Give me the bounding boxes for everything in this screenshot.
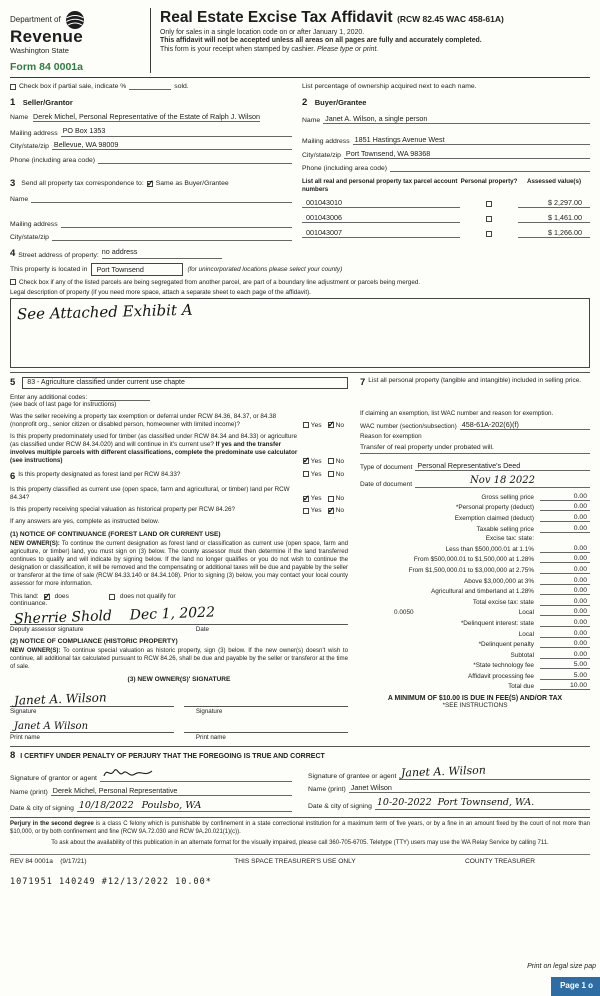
tax-row xyxy=(360,535,590,542)
tax-row-value[interactable]: 0.00 xyxy=(540,577,590,585)
parcel-number[interactable]: 001043006 xyxy=(302,213,460,223)
located-in-input[interactable]: Port Townsend xyxy=(91,263,183,276)
located-in-note: (for unincorporated locations please select your county) xyxy=(187,265,343,273)
signature-label: Signature xyxy=(195,708,223,716)
certify-heading: I CERTIFY UNDER PENALTY OF PERJURY THAT THE FOREGOING IS TRUE AND CORRECT xyxy=(20,753,325,761)
tax-row xyxy=(360,525,590,533)
tax-row-value[interactable]: 0.00 xyxy=(540,503,590,511)
owner-signature: Janet A. Wilson xyxy=(13,690,107,709)
personal-property-checkbox[interactable] xyxy=(486,231,492,237)
additional-codes-input[interactable] xyxy=(90,393,150,401)
grantee-name-label: Name (print) xyxy=(308,786,346,794)
grantee-date-label: Date & city of signing xyxy=(308,802,372,810)
owner-signature-lines xyxy=(10,690,348,709)
yes-label: Yes xyxy=(310,470,322,478)
see-instructions-note: *SEE INSTRUCTIONS xyxy=(442,702,508,710)
timber-no-checkbox[interactable] xyxy=(328,458,334,464)
compliance-body: To continue special valuation as historic property, sign (3) below. If the new owner(s) doesn't wish to continue, all additional tax calculated pursuant to RCW 84.26, shall be due and payable by the seller or transferor at the time of sale. xyxy=(10,647,349,671)
grantee-date-input[interactable] xyxy=(375,798,590,810)
forest-question: Is this property designated as forest land per RCW 84.33? xyxy=(18,470,181,478)
grantee-date-value: 10-20-2022 xyxy=(376,796,432,808)
buyer-phone-input[interactable] xyxy=(390,163,590,172)
correspondence-name-row xyxy=(10,194,292,203)
parcel-number[interactable]: 001043010 xyxy=(302,198,460,208)
buyer-name-row xyxy=(302,115,590,124)
parcel-table xyxy=(302,178,590,241)
personal-property-checkbox[interactable] xyxy=(486,201,492,207)
buyer-phone-row xyxy=(302,163,590,172)
seller-mailing-input[interactable]: PO Box 1353 xyxy=(61,127,292,136)
print-name-label: Print name xyxy=(10,734,40,742)
tax-row-value[interactable]: 0.00 xyxy=(540,640,590,648)
seller-phone-label: Phone (including area code) xyxy=(10,156,96,164)
same-as-buyer-label: Same as Buyer/Grantee xyxy=(155,180,229,188)
parcel-number[interactable]: 001043007 xyxy=(302,228,460,238)
legal-description-label: Legal description of property (if you need more space, attach a separate sheet to each page of the affidavit). xyxy=(10,288,311,296)
timber-question-row xyxy=(10,433,348,465)
agency-name: Revenue xyxy=(10,27,83,46)
tax-row-local-rate xyxy=(360,608,590,616)
title-block xyxy=(150,8,590,73)
owner-print-lines xyxy=(10,719,348,733)
grantor-certify-column xyxy=(10,761,292,812)
tax-column xyxy=(360,377,590,742)
tax-row xyxy=(360,493,590,501)
legal-description-handwriting: See Attached Exhibit A xyxy=(16,300,193,323)
tax-row-value[interactable]: 0.00 xyxy=(540,651,590,659)
seller-phone-input[interactable] xyxy=(98,155,292,164)
buyer-name-label: Name xyxy=(302,116,321,124)
tax-row xyxy=(360,555,590,563)
continuance-body: To continue the current designation as forest land or classification as current use (open space, farm and agriculture, or timber) land, you must sign on (3) below. The county assessor must then determine if the land transferred continues to qualify and will indicate by signing below. If the land no longer qualifies or you do not wish to continue the designation or classification, it will be removed and the compensating or additional taxes will be due and payable by the seller or transferor at the time of sale (RCW 84.33.140 or 84.34.108). Prior to signing (3) below, you may contact your local county assessor for more information. xyxy=(10,540,349,588)
wac-number-label: WAC number (section/subsection) xyxy=(360,422,457,430)
grantee-signature-label: Signature of grantee or agent xyxy=(308,772,397,780)
grantor-name-label: Name (print) xyxy=(10,789,48,796)
continuance-heading: (1) NOTICE OF CONTINUANCE (FOREST LAND OR CURRENT USE) xyxy=(10,531,221,539)
grantor-signature-row xyxy=(10,766,292,782)
type-of-document-input[interactable]: Personal Representative's Deed xyxy=(415,462,590,471)
legal-description-box[interactable] xyxy=(10,298,590,368)
tax-row-value[interactable]: 0.00 xyxy=(540,587,590,595)
buyer-phone-label: Phone (including area code) xyxy=(302,165,388,173)
grantor-date-input[interactable] xyxy=(77,801,292,813)
assessor-signature-labels xyxy=(10,626,348,633)
grantee-date-row xyxy=(308,798,590,810)
street-address-input[interactable]: no address xyxy=(102,247,222,259)
correspondence-name-input[interactable] xyxy=(31,194,292,203)
grantor-signature-field[interactable] xyxy=(100,766,292,782)
parcel-numbers-header: List all real and personal property tax parcel account numbers xyxy=(302,178,458,193)
tax-row-label: Local xyxy=(518,609,534,617)
certification-section xyxy=(10,746,590,812)
seller-name-input[interactable]: Derek Michel, Personal Representative of the Estate of Ralph J. Wilson xyxy=(33,112,260,121)
section-1-number: 1 xyxy=(10,97,16,108)
tax-row xyxy=(360,682,590,690)
grantee-city-value: Port Townsend, WA. xyxy=(437,796,535,808)
form-title: Real Estate Excise Tax Affidavit xyxy=(160,9,393,26)
additional-codes-label: Enter any additional codes: xyxy=(10,393,88,401)
tax-row-label: Less than $500,000.01 at 1.1% xyxy=(445,545,534,553)
same-as-buyer-checkbox[interactable] xyxy=(147,181,153,187)
buyer-mailing-label: Mailing address xyxy=(302,138,350,146)
grantor-date-row xyxy=(10,801,292,813)
tax-row xyxy=(360,577,590,585)
tax-row-label: *State technology fee xyxy=(473,662,534,670)
seller-mailing-row xyxy=(10,127,292,136)
signature-label: Signature xyxy=(10,708,37,716)
section-8-number: 8 xyxy=(10,750,16,762)
minimum-due-note: A MINIMUM OF $10.00 IS DUE IN FEE(S) AND/OR TAX xyxy=(387,695,563,703)
no-label: No xyxy=(335,421,344,429)
grantee-certify-column xyxy=(308,761,590,812)
date-of-document-input[interactable]: Nov 18 2022 xyxy=(415,475,590,488)
no-label: No xyxy=(335,457,344,465)
grantee-name-row xyxy=(308,784,590,793)
dept-of-label: Department of xyxy=(10,14,61,24)
correspondence-section xyxy=(10,178,302,241)
buyer-mailing-row xyxy=(302,136,590,145)
assessed-value[interactable]: $ 1,266.00 xyxy=(518,228,590,238)
assessor-signature-date: Dec 1, 2022 xyxy=(129,604,216,624)
partial-sale-row xyxy=(10,82,590,90)
section-7-number: 7 xyxy=(360,376,366,388)
owner-print-field[interactable] xyxy=(10,719,174,733)
seller-heading: Seller/Grantor xyxy=(22,98,73,107)
tax-row-label: From $1,500,000.01 to $3,000,000 at 2.75% xyxy=(408,566,534,574)
exemption-no-checkbox[interactable] xyxy=(328,422,334,428)
grantee-signature-field[interactable] xyxy=(399,763,590,780)
seller-mailing-label: Mailing address xyxy=(10,129,58,137)
tax-row xyxy=(360,630,590,638)
correspondence-mailing-row xyxy=(10,219,292,228)
tax-row-value[interactable]: 0.00 xyxy=(540,525,590,533)
grantee-signature-row xyxy=(308,763,590,780)
grantor-city-value: Poulsbo, WA xyxy=(141,799,202,811)
land-qualify-row xyxy=(10,593,348,600)
no-label: No xyxy=(335,495,344,503)
tax-row-value[interactable]: 0.00 xyxy=(540,619,590,627)
seller-phone-row xyxy=(10,155,292,164)
grantor-date-value: 10/18/2022 xyxy=(78,799,134,811)
header-note-1: Only for sales in a single location code on or after January 1, 2020. xyxy=(160,28,365,36)
tax-row-value[interactable]: 10.00 xyxy=(540,682,590,690)
form-number: Form 84 0001a xyxy=(10,61,83,73)
correspondence-city-label: City/state/zip xyxy=(10,234,49,242)
tax-row-value[interactable]: 0.00 xyxy=(540,598,590,606)
tax-row xyxy=(360,545,590,553)
land-does-not-checkbox[interactable] xyxy=(109,594,115,600)
grantor-date-label: Date & city of signing xyxy=(10,805,74,813)
historic-yes-checkbox[interactable] xyxy=(303,508,309,514)
property-section xyxy=(10,247,590,367)
tax-row xyxy=(360,640,590,648)
header-note-2: This affidavit will not be accepted unless all areas on all pages are fully and accurately completed. xyxy=(160,37,482,44)
land-does-checkbox[interactable] xyxy=(44,594,50,600)
current-use-no-checkbox[interactable] xyxy=(328,496,334,502)
buyer-city-label: City/state/zip xyxy=(302,151,341,159)
section-4-number: 4 xyxy=(10,248,16,260)
agency-block xyxy=(10,8,142,73)
tax-row-label: Total excise tax: state xyxy=(472,598,534,606)
historic-question: Is this property receiving special valuation as historical property per RCW 84.26? xyxy=(10,506,236,514)
cashier-stamp: 1071951 140249 #12/13/2022 10.00* xyxy=(10,876,212,887)
tax-row xyxy=(360,503,590,511)
forest-answer xyxy=(303,471,348,478)
seller-name-row xyxy=(10,112,292,123)
no-label: No xyxy=(335,470,344,478)
tax-row-label: Affidavit processing fee xyxy=(468,672,534,680)
yes-label: Yes xyxy=(310,421,322,429)
timber-question: Is this property predominately used for timber (as classified under RCW 84.34 and 84.33) or agriculture (as classified under RCW 84.34.020) and will continue in it's current use? xyxy=(10,432,297,448)
partial-percent-input[interactable] xyxy=(129,82,171,90)
segregated-label: Check box if any of the listed parcels are being segregated from another parcel, are part of a boundary line adjustment or parcels being merged. xyxy=(19,279,421,287)
type-of-document-label: Type of document xyxy=(360,464,413,472)
tax-row-label: Exemption claimed (deduct) xyxy=(454,514,534,522)
timber-question-bold: If yes and the transfer involves multiple parcels with different classifications, complete the predominate use calculator (see instructions) xyxy=(10,440,298,464)
grantor-name-row xyxy=(10,787,292,796)
tax-row xyxy=(360,587,590,595)
partial-sold-label: sold. xyxy=(174,83,189,90)
perjury-bold: Perjury in the second degree xyxy=(10,821,94,828)
footer-row xyxy=(10,854,590,865)
new-owner-signature-heading: (3) NEW OWNER(S)' SIGNATURE xyxy=(127,676,231,684)
buyer-city-input[interactable]: Port Townsend, WA 98368 xyxy=(344,150,590,159)
date-label: Date xyxy=(195,626,209,634)
grantee-signature: Janet A. Wilson xyxy=(401,763,487,780)
rev-date: (9/17/21) xyxy=(60,857,87,865)
buyer-heading: Buyer/Grantee xyxy=(314,98,367,107)
correspondence-city-input[interactable] xyxy=(52,232,292,241)
exemption-question-row xyxy=(10,413,348,429)
accessibility-note: To ask about the availability of this publication in an alternate format for the visually impaired, please call 360-705-6705. Teletype (TTY) users may use the WA Relay Service by calling 711. xyxy=(51,840,549,847)
tax-row-label: Above $3,000,000 at 3% xyxy=(464,577,534,585)
correspondence-label: Send all property tax correspondence to: xyxy=(21,180,144,188)
reason-for-exemption-input[interactable]: Transfer of real property under probated will. xyxy=(360,444,590,454)
does-not-label: does not qualify for xyxy=(119,593,176,601)
main-columns xyxy=(10,372,590,742)
parcel-row xyxy=(302,228,590,238)
yes-label: Yes xyxy=(310,507,322,515)
partial-sale-checkbox[interactable] xyxy=(10,84,16,90)
county-treasurer-label: COUNTY TREASURER xyxy=(464,857,536,865)
seller-city-label: City/state/zip xyxy=(10,143,49,151)
grantor-signature-label: Signature of grantor or agent xyxy=(10,775,97,783)
assessor-signature: Sherrie Shold xyxy=(13,608,113,628)
tax-row-label: Local xyxy=(518,630,534,638)
correspondence-city-row xyxy=(10,232,292,241)
exemption-claim-note: If claiming an exemption, list WAC number and reason for exemption. xyxy=(360,409,554,417)
form-header xyxy=(10,8,590,78)
treasurer-space-label: THIS SPACE TREASURER'S USE ONLY xyxy=(234,857,356,865)
section-3-number: 3 xyxy=(10,178,16,190)
compliance-heading: (2) NOTICE OF COMPLIANCE (HISTORIC PROPERTY) xyxy=(10,638,178,646)
tax-row-label: Agricultural and timberland at 1.28% xyxy=(430,588,534,596)
buyer-name-input[interactable]: Janet A. Wilson, a single person xyxy=(323,115,590,124)
parcel-table-header xyxy=(302,178,590,193)
seller-city-input[interactable]: Bellevue, WA 98009 xyxy=(52,141,292,150)
tax-row xyxy=(360,566,590,574)
tax-row-value[interactable]: 0.00 xyxy=(540,608,590,616)
correspondence-mailing-input[interactable] xyxy=(61,219,292,228)
assessed-value[interactable]: $ 2,297.00 xyxy=(518,198,590,208)
local-rate-value: 0.0050 xyxy=(394,609,414,617)
assessed-value[interactable]: $ 1,461.00 xyxy=(518,213,590,223)
tax-computation-table xyxy=(360,493,590,691)
buyer-section xyxy=(302,90,590,172)
correspondence-name-label: Name xyxy=(10,195,29,203)
deputy-assessor-label: Deputy assessor signature xyxy=(10,626,84,634)
tax-row-label: Gross selling price xyxy=(481,493,534,501)
correspondence-mailing-label: Mailing address xyxy=(10,220,58,228)
street-address-label: Street address of property: xyxy=(18,252,99,260)
tax-row-label: Taxable selling price xyxy=(476,525,534,533)
segregated-checkbox[interactable] xyxy=(10,279,16,285)
parcel-row xyxy=(302,198,590,208)
tax-row xyxy=(360,514,590,522)
assessed-value-header: Assessed value(s) xyxy=(527,178,581,186)
owner-print-field-2[interactable] xyxy=(184,719,348,733)
personal-property-list-label: List all personal property (tangible and intangible) included in selling price. xyxy=(368,376,582,384)
date-of-document-label: Date of document xyxy=(360,480,413,488)
tax-row xyxy=(360,661,590,669)
new-owners-bold-1: NEW OWNER(S): xyxy=(10,540,60,548)
section-2-number: 2 xyxy=(302,97,308,108)
timber-yes-checkbox[interactable] xyxy=(303,458,309,464)
grantor-signature-scribble-icon xyxy=(102,766,154,779)
page-number-badge: Page 1 o xyxy=(551,977,600,996)
tax-row-label: Total due xyxy=(508,683,534,691)
partial-sale-label: Check box if partial sale, indicate % xyxy=(19,83,127,90)
yes-label: Yes xyxy=(310,457,322,465)
buyer-city-row xyxy=(302,150,590,159)
tax-row-label: Subtotal xyxy=(510,651,534,659)
seller-name-label: Name xyxy=(10,114,29,121)
tax-row xyxy=(360,598,590,606)
header-note-3-italic: Please type or print. xyxy=(317,45,379,53)
print-size-note: Print on legal size pap xyxy=(527,963,596,970)
timber-answer xyxy=(303,458,348,465)
left-column xyxy=(10,377,348,742)
tax-row xyxy=(360,651,590,659)
exemption-yes-checkbox[interactable] xyxy=(303,422,309,428)
form-rcw: (RCW 82.45 WAC 458-61A) xyxy=(397,14,504,24)
current-use-answer xyxy=(303,495,348,502)
tax-row-value[interactable]: 0.00 xyxy=(540,493,590,501)
yes-label: Yes xyxy=(310,495,322,503)
tax-row-value[interactable]: 0.00 xyxy=(540,630,590,638)
exemption-answer xyxy=(303,422,348,429)
personal-property-header: Personal property? xyxy=(460,178,518,186)
tax-row-label: *Personal property (deduct) xyxy=(455,504,534,512)
historic-answer xyxy=(303,507,348,514)
parcel-row xyxy=(302,213,590,223)
tax-row-value[interactable]: 5.00 xyxy=(540,672,590,680)
new-owners-bold-2: NEW OWNER(S): xyxy=(10,647,61,655)
does-label: does xyxy=(54,593,69,601)
agency-state: Washington State xyxy=(10,46,69,55)
current-use-yes-checkbox[interactable] xyxy=(303,496,309,502)
see-back-note: (see back of last page for instructions) xyxy=(10,400,117,408)
located-in-label: This property is located in xyxy=(10,265,88,273)
ownership-note: List percentage of ownership acquired next to each name. xyxy=(302,83,477,90)
tax-row xyxy=(360,672,590,680)
grantor-name-input[interactable]: Derek Michel, Personal Representative xyxy=(51,787,292,796)
use-code-select[interactable]: 83 - Agriculture classified under current use chapte xyxy=(22,377,348,389)
tax-row-value[interactable]: 0.00 xyxy=(540,514,590,522)
current-use-question: Is this property classified as current use (open space, farm and agricultural, or timber) land per RCW 84.34? xyxy=(10,485,290,502)
forest-no-checkbox[interactable] xyxy=(328,471,334,477)
seller-city-row xyxy=(10,141,292,150)
historic-no-checkbox[interactable] xyxy=(328,508,334,514)
tax-row-value[interactable]: 0.00 xyxy=(540,555,590,563)
seller-section xyxy=(10,90,302,172)
correspondence-parcels-section xyxy=(10,178,590,241)
tax-row-label: Excise tax: state: xyxy=(485,535,534,543)
forest-yes-checkbox[interactable] xyxy=(303,471,309,477)
this-land-label: This land: xyxy=(10,593,39,601)
buyer-mailing-input[interactable]: 1851 Hastings Avenue West xyxy=(353,136,590,145)
current-use-question-row xyxy=(10,486,348,502)
parties-section xyxy=(10,90,590,172)
perjury-notice xyxy=(10,817,590,837)
tax-row-label: *Delinquent interest: state xyxy=(460,619,534,627)
tax-row-value[interactable]: 0.00 xyxy=(540,566,590,574)
owner-signature-field[interactable] xyxy=(10,690,174,709)
tax-row xyxy=(360,619,590,627)
rev-number: REV 84 0001a xyxy=(10,857,53,865)
owner-signature-field-2[interactable] xyxy=(184,693,348,707)
tax-row-value[interactable]: 0.00 xyxy=(540,545,590,553)
continuance-word: continuance. xyxy=(10,600,48,608)
no-label: No xyxy=(335,507,344,515)
if-yes-note: If any answers are yes, complete as instructed below. xyxy=(10,518,160,526)
grantee-name-input[interactable]: Janet Wilson xyxy=(349,784,590,793)
personal-property-checkbox[interactable] xyxy=(486,216,492,222)
section-5-number: 5 xyxy=(10,376,16,388)
section-6-number: 6 xyxy=(10,470,16,482)
header-note-3: This form is your receipt when stamped by cashier. xyxy=(160,45,316,53)
historic-question-row xyxy=(10,506,348,514)
reason-for-exemption-label: Reason for exemption xyxy=(360,432,422,440)
print-name-label: Print name xyxy=(195,734,226,742)
tax-row-label: From $500,000.01 to $1,500,000 at 1.28% xyxy=(413,556,534,564)
tax-row-value[interactable]: 5.00 xyxy=(540,661,590,669)
wac-number-input[interactable]: 458-61A-202(6)(f) xyxy=(460,421,590,430)
exemption-question: Was the seller receiving a property tax exemption or deferral under RCW 84.36, 84.37, or 84.38 (nonprofit org., senior citizen or disabled person, homeowner with limited income)? xyxy=(10,412,277,428)
tax-row-label: *Delinquent penalty xyxy=(478,641,534,649)
owner-print-name: Janet A Wilson xyxy=(14,721,89,733)
perjury-text: is a class C felony which is punishable by confinement in a state correctional institution for a maximum term of five years, or by a fine in an amount fixed by the court of not more than $10,000, or by both confinement and fine (RCW 9A.72.030 and RCW 9A.20.021(1)(c)). xyxy=(10,821,590,836)
